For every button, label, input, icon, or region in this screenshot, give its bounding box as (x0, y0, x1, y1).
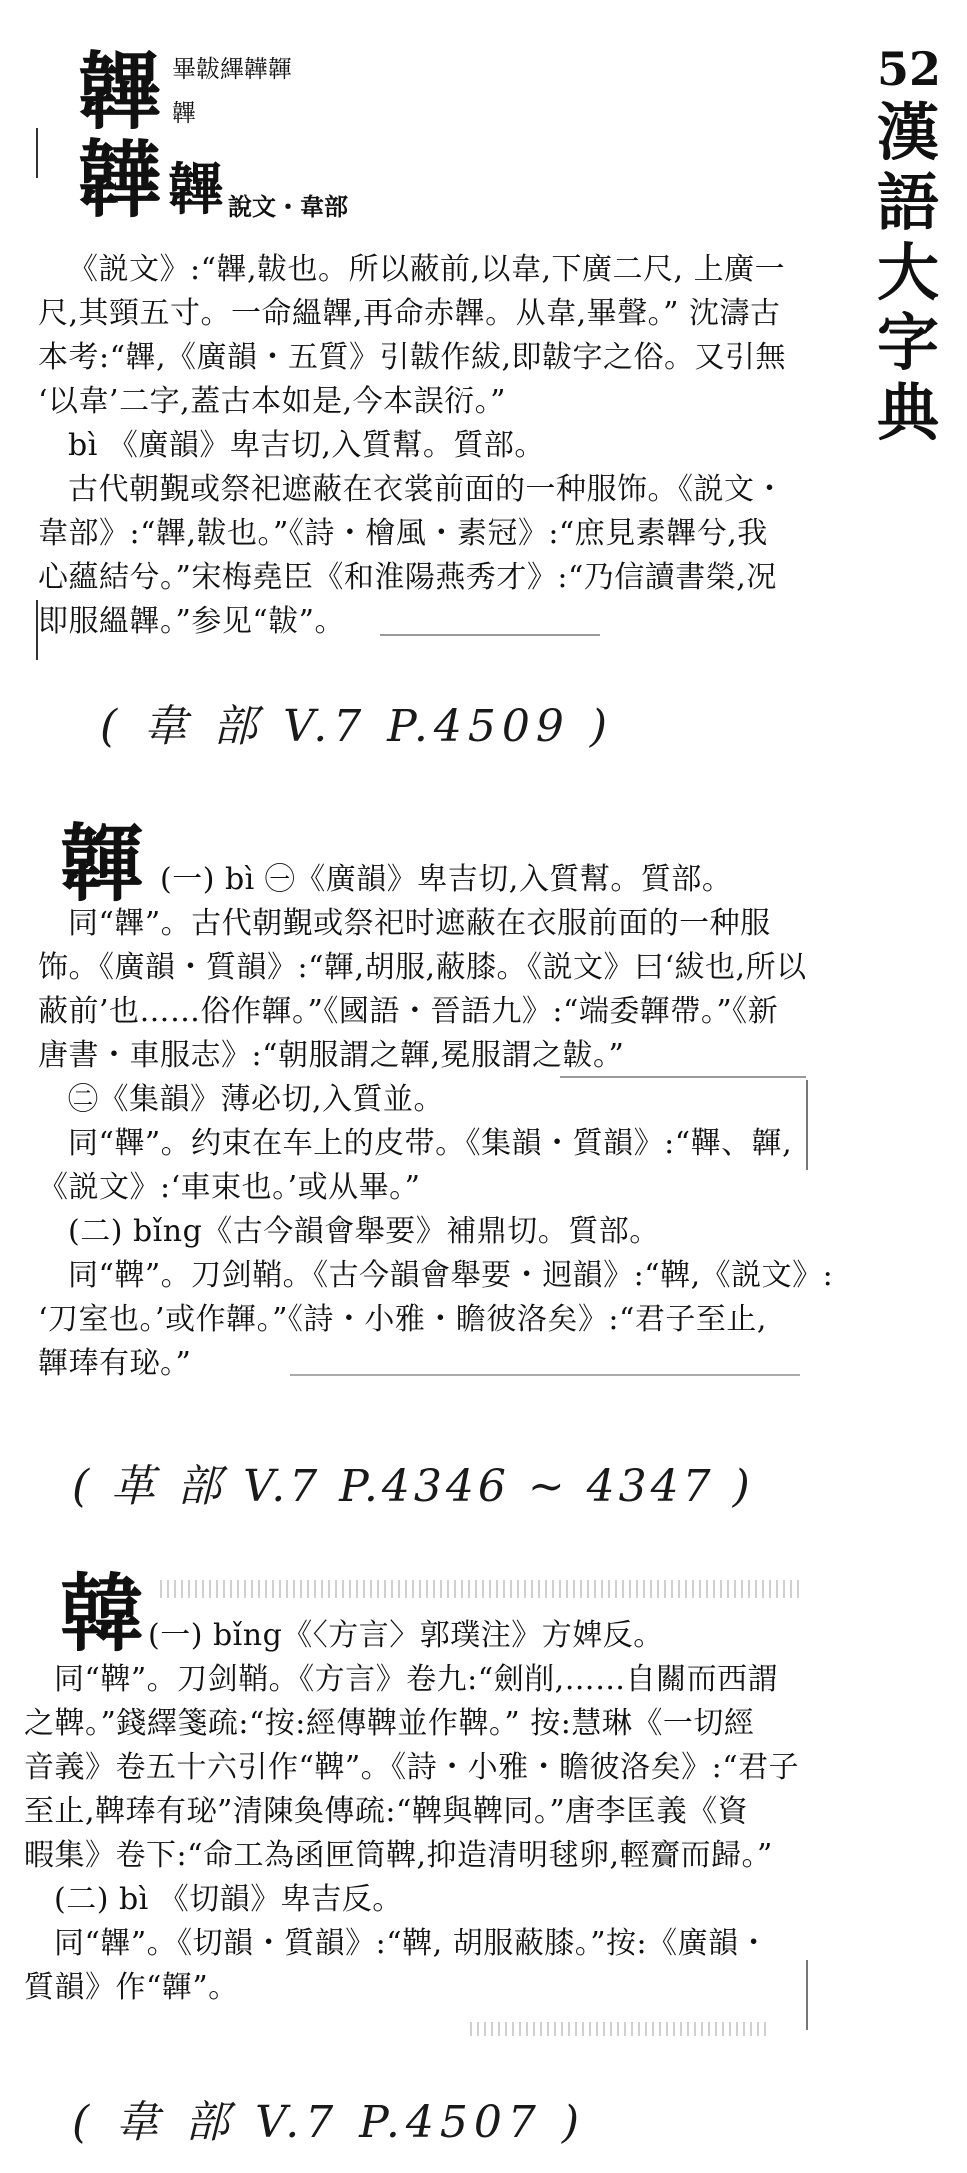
text-line: 心蘊結兮。”宋梅堯臣《和淮陽燕秀才》:“乃信讀書榮,况 (38, 560, 777, 595)
variant-forms: 畢韍縪韡韗 (172, 55, 292, 83)
scan-edge (290, 1374, 800, 1376)
scan-noise (470, 2022, 770, 2036)
margin-rule (36, 128, 38, 178)
text-line: 唐書・車服志》:“朝服謂之韗,冕服謂之韍。” (38, 1038, 625, 1073)
text-line: 尺,其頸五寸。一命縕韠,再命赤韠。从韋,畢聲。” 沈濤古 (38, 296, 781, 331)
text-line: 同“韠”。古代朝覲或祭祀时遮蔽在衣服前面的一种服 (68, 906, 771, 941)
headword-character: 韠 (78, 42, 163, 141)
text-line: 本考:“韠,《廣韻・五質》引韍作紱,即韍字之俗。又引無 (38, 340, 787, 375)
text-line: 韗琫有珌。” (38, 1346, 192, 1381)
text-line: (二) bì 《切韻》卑吉反。 (54, 1882, 403, 1917)
text-line: 質韻》作“韗”。 (24, 1970, 239, 2005)
scan-noise (160, 1580, 800, 1598)
dictionary-title-char: 語 (876, 166, 939, 239)
text-line: 《説文》:‘車束也。’或从畢。” (38, 1170, 421, 1205)
text-line: 即服縕韠。”参见“韍”。 (38, 604, 346, 639)
scan-edge (806, 1960, 808, 2030)
headword-character: 韗 (60, 814, 145, 913)
text-line: ‘以韋’二字,蓋古本如是,今本誤衍。” (38, 384, 506, 419)
text-line: ‘刀室也。’或作韗。”《詩・小雅・瞻彼洛矣》:“君子至止, (38, 1302, 767, 1337)
dictionary-title-char: 大 (876, 236, 939, 309)
text-line: 饰。《廣韻・質韻》:“韗,胡服,蔽膝。《説文》曰‘紱也,所以 (38, 950, 807, 985)
scan-edge (380, 634, 600, 636)
entry-body (38, 248, 786, 644)
variant-forms: 韠 (172, 99, 196, 127)
page-number: 52 (876, 42, 941, 96)
text-line: ㊁《集韻》薄必切,入質並。 (68, 1082, 445, 1117)
text-line: (二) bǐng《古今韻會舉要》補鼎切。質部。 (68, 1214, 660, 1249)
text-line: 同“鞞”。刀剑鞘。《古今韻會舉要・迥韻》:“鞞,《説文》: (68, 1258, 834, 1293)
text-line: 同“鞸”。约束在车上的皮带。《集韻・質韻》:“鞸、韗, (68, 1126, 793, 1161)
handwritten-note: ( 韋 部 V.7 P.4509 ) (100, 701, 613, 752)
headword-character: 韓 (60, 1564, 145, 1663)
text-line: 蔽前’也……俗作韗。”《國語・晉語九》:“端委韗帶。”《新 (38, 994, 779, 1029)
dictionary-title-char: 字 (876, 306, 939, 379)
dictionary-title-char: 典 (876, 376, 939, 449)
text-line: (一) bì ㊀《廣韻》卑吉切,入質幫。質部。 (160, 862, 733, 897)
text-line: 音義》卷五十六引作“鞞”。《詩・小雅・瞻彼洛矣》:“君子 (24, 1750, 800, 1785)
text-line: 暇集》卷下:“命工為函匣筒鞞,抑造清明毬卵,輕齎而歸。” (24, 1838, 773, 1873)
scan-edge (560, 1076, 806, 1078)
text-line: 同“鞞”。刀剑鞘。《方言》卷九:“劍削,……自關而西謂 (54, 1662, 779, 1697)
text-line: 韋部》:“韠,韍也。”《詩・檜風・素冠》:“庶見素韠兮,我 (38, 516, 768, 551)
handwritten-note: ( 韋 部 V.7 P.4507 ) (72, 2097, 585, 2148)
seal-caption: 說文・韋部 (228, 193, 348, 221)
handwritten-note: ( 革 部 V.7 P.4346 ~ 4347 ) (72, 1461, 754, 1512)
dictionary-title-char: 漢 (876, 96, 939, 169)
text-line: bì 《廣韻》卑吉切,入質幫。質部。 (68, 428, 545, 463)
entry-body (38, 858, 833, 1386)
text-line: 至止,鞞琫有珌”清陳奐傳疏:“鞞與鞞同。”唐李匡義《資 (24, 1794, 749, 1829)
headword-character: 韡 (78, 130, 163, 229)
text-line: 古代朝覲或祭祀遮蔽在衣裳前面的一种服饰。《説文・ (68, 472, 785, 507)
seal-script-character: 韠 (168, 157, 224, 223)
scan-edge (806, 1080, 808, 1170)
text-line: 同“韠”。《切韻・質韻》:“鞞, 胡服蔽膝。”按:《廣韻・ (54, 1926, 770, 1961)
text-line: 《説文》:“韠,韍也。所以蔽前,以韋,下廣二尺, 上廣一 (68, 252, 786, 287)
text-line: 之鞞。”錢繹箋疏:“按:經傳鞞並作鞞。” 按:慧琳《一切經 (24, 1706, 755, 1741)
entry-body (24, 1614, 799, 2010)
text-line: (一) bǐng《〈方言〉郭璞注》方婢反。 (148, 1618, 664, 1653)
